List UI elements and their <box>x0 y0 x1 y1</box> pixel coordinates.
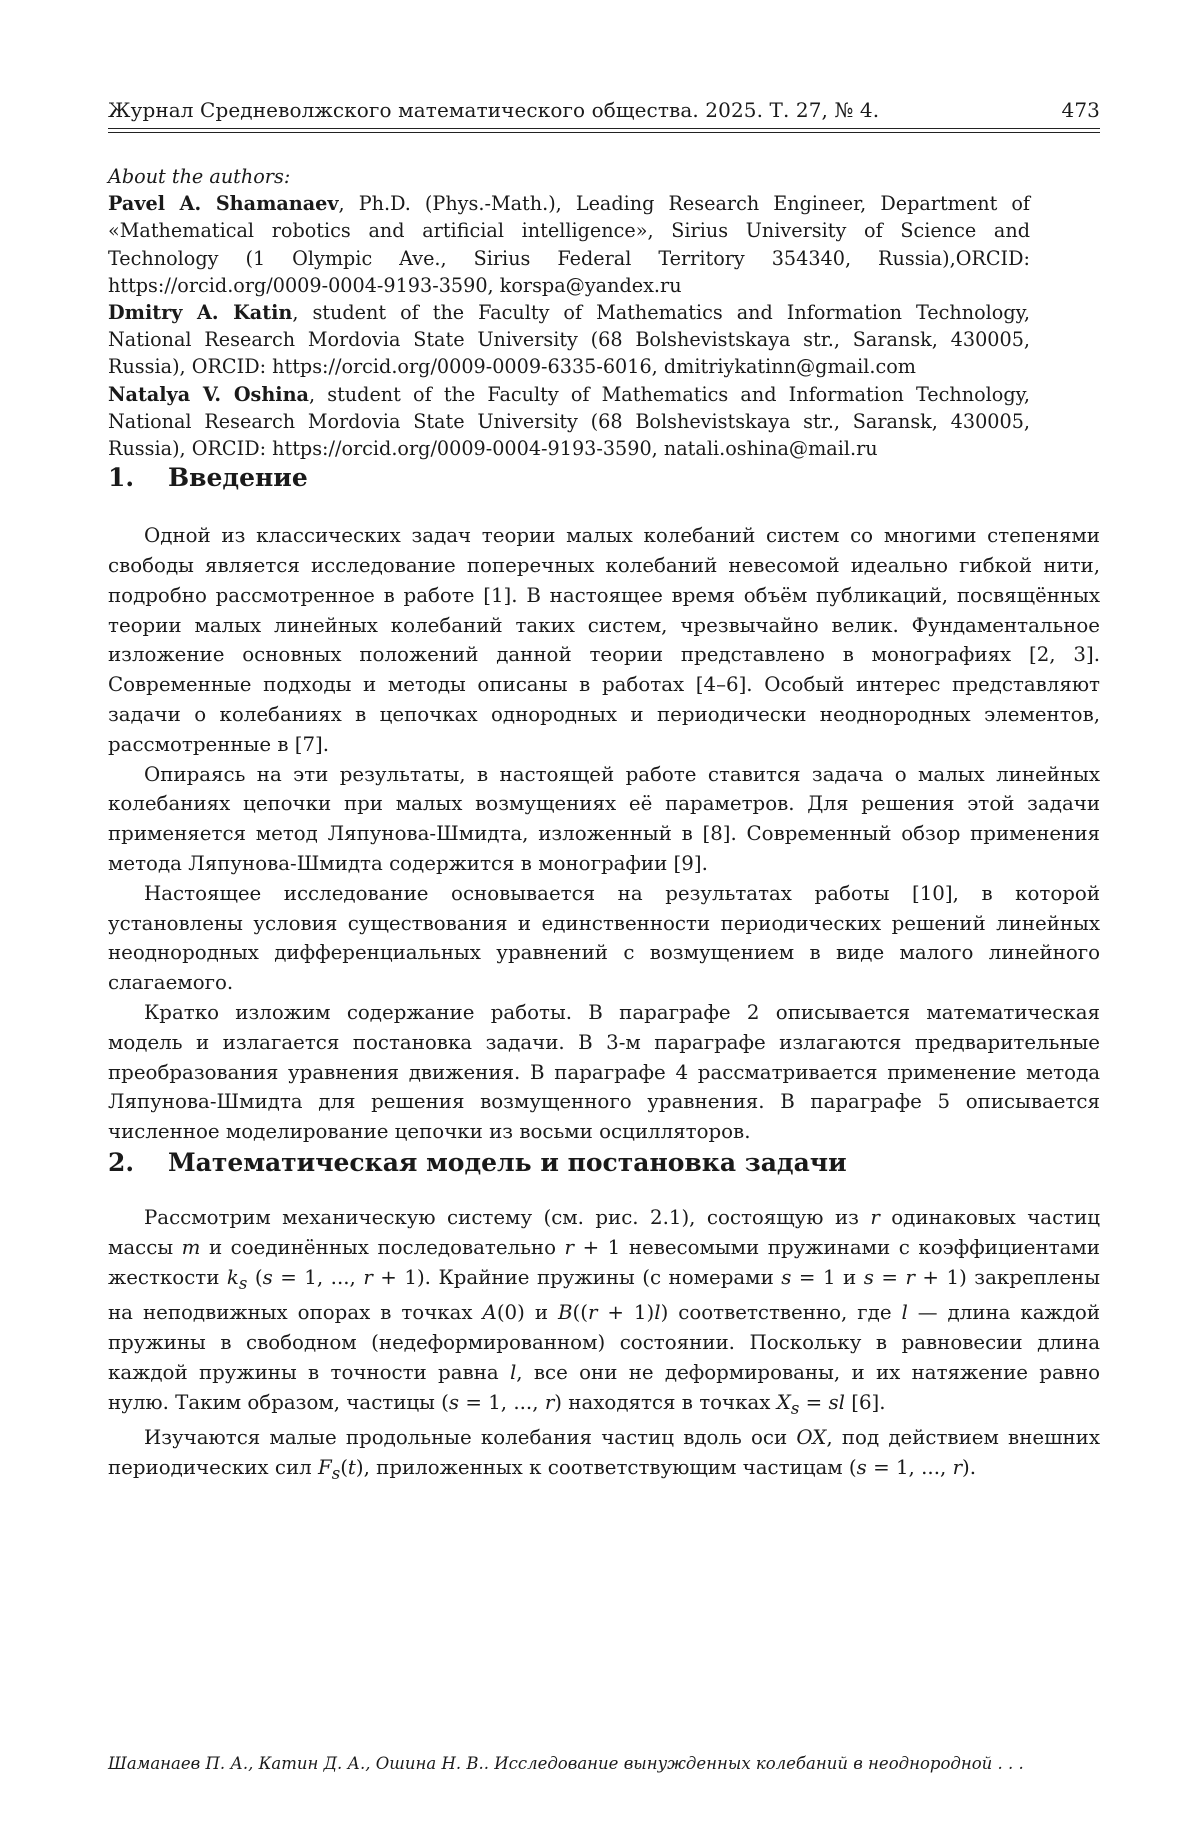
text-run: Рассмотрим механическую систему (см. рис. 2.1), состоящую из <box>144 1205 871 1229</box>
section-number: 2. <box>108 1147 135 1177</box>
text-run: + 1). Крайние пружины (с номерами <box>372 1265 782 1289</box>
text-run: + 1) закреплены на неподвижных опорах в точках <box>108 1265 1100 1325</box>
math-symbol: s <box>863 1265 874 1289</box>
section-title: Введение <box>168 463 308 493</box>
section-model-body <box>108 1203 1100 1489</box>
author-name: Natalya V. Oshina <box>108 382 309 406</box>
math-symbol: r <box>564 1235 575 1259</box>
author-details: , student of the Faculty of Mathematics and Information Technology, National Research Mordovia State University (68 Bolshevistskaya str., Saransk, 430005, Russia), ORCID: https://orcid.org/0009-0004-9193-3590, natali.oshina@mail.ru <box>108 382 1030 461</box>
text-run: , под действием внешних периодических сил <box>108 1426 1101 1480</box>
section-introduction-body <box>108 521 1100 1147</box>
paragraph <box>108 1423 1100 1489</box>
page <box>108 96 1100 1489</box>
text-run: ), приложенных к соответствующим частицам ( <box>355 1456 857 1480</box>
author-entry <box>108 190 1030 299</box>
section-heading-model <box>108 1147 1100 1179</box>
math-symbol: s <box>448 1390 460 1414</box>
header-rule <box>108 128 1100 129</box>
text-run: ( <box>340 1456 348 1480</box>
text-run: + 1 невесомыми пружинами с коэффициентами жесткости <box>108 1235 1100 1289</box>
math-symbol: r <box>905 1265 915 1289</box>
math-symbol: s <box>262 1265 273 1289</box>
text-run: — длина каждой пружины в свободном (недеформированном) состоянии. Поскольку в равновесии длина каждой пружины в точности равна <box>108 1301 1101 1384</box>
math-symbol: s <box>781 1265 792 1289</box>
math-symbol: l <box>509 1360 517 1384</box>
math-symbol: r <box>952 1456 963 1480</box>
math-symbol: l <box>654 1301 661 1325</box>
math-symbol: OX <box>796 1426 827 1450</box>
math-subscript: s <box>790 1398 800 1418</box>
journal-title: Журнал Средневолжского математического общества. 2025. Т. 27, № 4. <box>108 98 880 122</box>
author-details: , student of the Faculty of Mathematics and Information Technology, National Research Mordovia State University (68 Bolshevistskaya str., Saransk, 430005, Russia), ORCID: https://orcid.org/0009-0009-6335-6016, dmitriykatinn@gmail.com <box>108 301 1030 379</box>
author-entry <box>108 299 1030 381</box>
section-title: Математическая модель и постановка задачи <box>168 1147 847 1177</box>
paragraph: Настоящее исследование основывается на результатах работы [10], в которой установлены условия существования и единственности периодических решений линейных неоднородных дифференциальных уравнений с возмущением в виде малого линейного слагаемого. <box>108 881 1100 995</box>
section-number: 1. <box>108 463 135 493</box>
authors-label: About the authors: <box>108 165 291 188</box>
text-run: одинаковых частиц массы <box>108 1205 1100 1259</box>
math-subscript: s <box>331 1464 341 1484</box>
text-run: = 1, ..., <box>866 1456 953 1480</box>
text-run: ). <box>962 1456 977 1480</box>
text-run: (0) и <box>496 1301 558 1325</box>
paragraph: Одной из классических задач теории малых колебаний систем со многими степенями свободы является исследование поперечных колебаний невесомой идеально гибкой нити, подробно рассмотренное в работе [1]. В настоящее время объём публикаций, посвящённых теории малых линейных колебаний таких систем, чрезвычайно велик. Фундаментальное изложение основных положений данной теории представлено в монографиях [2, 3]. Современные подходы и методы описаны в работах [4–6]. Особый интерес представляют задачи о колебаниях в цепочках однородных и периодически неоднородных элементов, рассмотренные в [7]. <box>108 524 1100 756</box>
text-run: Изучаются малые продольные колебания частиц вдоль оси <box>144 1426 797 1450</box>
text-run: = 1 и <box>791 1265 864 1289</box>
paragraph <box>108 1203 1100 1423</box>
text-run: = 1, ..., <box>459 1390 545 1414</box>
author-details: , Ph.D. (Phys.-Math.), Leading Research Engineer, Department of «Mathematical robotics and artificial intelligence», Sirius University of Science and Technology (1 Olympic Ave., Sirius Federal Territory 354340, Russia),ORCID: https://orcid.org/0009-0004-9193-3590, korspa@yandex.ru <box>108 192 1030 297</box>
math-subscript: s <box>238 1273 248 1293</box>
math-symbol: s <box>856 1456 867 1480</box>
running-head <box>108 96 1100 124</box>
math-symbol: B <box>557 1301 573 1325</box>
text-run: (( <box>572 1301 588 1325</box>
text-run: = <box>799 1390 829 1414</box>
text-run: ) соответственно, где <box>660 1301 902 1325</box>
math-symbol: k <box>226 1265 239 1289</box>
author-name: Pavel A. Shamanaev <box>108 192 339 216</box>
header-rule-double <box>108 132 1100 133</box>
text-run: ( <box>247 1265 263 1289</box>
math-symbol: m <box>181 1235 201 1259</box>
math-symbol: l <box>901 1301 908 1325</box>
section-heading-introduction <box>108 462 1100 494</box>
author-name: Dmitry A. Katin <box>108 301 293 325</box>
text-run: = <box>873 1265 906 1289</box>
text-run: и соединённых последовательно <box>200 1235 565 1259</box>
text-run: , все они не деформированы, и их натяжение равно нулю. Таким образом, частицы ( <box>108 1360 1100 1414</box>
math-symbol: r <box>544 1390 555 1414</box>
paragraph: Кратко изложим содержание работы. В параграфе 2 описывается математическая модель и излагается постановка задачи. В 3-м параграфе излагаются предварительные преобразования уравнения движения. В параграфе 4 рассматривается применение метода Ляпунова-Шмидта для решения возмущенного уравнения. В параграфе 5 описывается численное моделирование цепочки из восьми осцилляторов. <box>108 1000 1100 1144</box>
running-footer: Шаманаев П. А., Катин Д. А., Ошина Н. В.. Исследование вынужденных колебаний в неоднородной . . . <box>108 1754 1024 1773</box>
text-run: [6]. <box>844 1390 886 1414</box>
page-number: 473 <box>1061 98 1100 122</box>
about-the-authors <box>108 163 1030 462</box>
paragraph: Опираясь на эти результаты, в настоящей работе ставится задача о малых линейных колебаниях цепочки при малых возмущениях её параметров. Для решения этой задачи применяется метод Ляпунова-Шмидта, изложенный в [8]. Современный обзор применения метода Ляпунова-Шмидта содержится в монографии [9]. <box>108 762 1100 875</box>
author-entry <box>108 381 1030 463</box>
math-symbol: r <box>870 1205 880 1229</box>
math-symbol: X <box>776 1390 791 1414</box>
math-symbol: t <box>347 1456 356 1480</box>
text-run: + 1) <box>597 1301 655 1325</box>
math-symbol: r <box>587 1301 598 1325</box>
math-symbol: A <box>482 1301 497 1325</box>
math-symbol: F <box>317 1456 332 1480</box>
math-symbol: r <box>363 1265 373 1289</box>
text-run: = 1, ..., <box>272 1265 364 1289</box>
text-run: ) находятся в точках <box>554 1390 777 1414</box>
math-symbol: sl <box>828 1390 845 1414</box>
